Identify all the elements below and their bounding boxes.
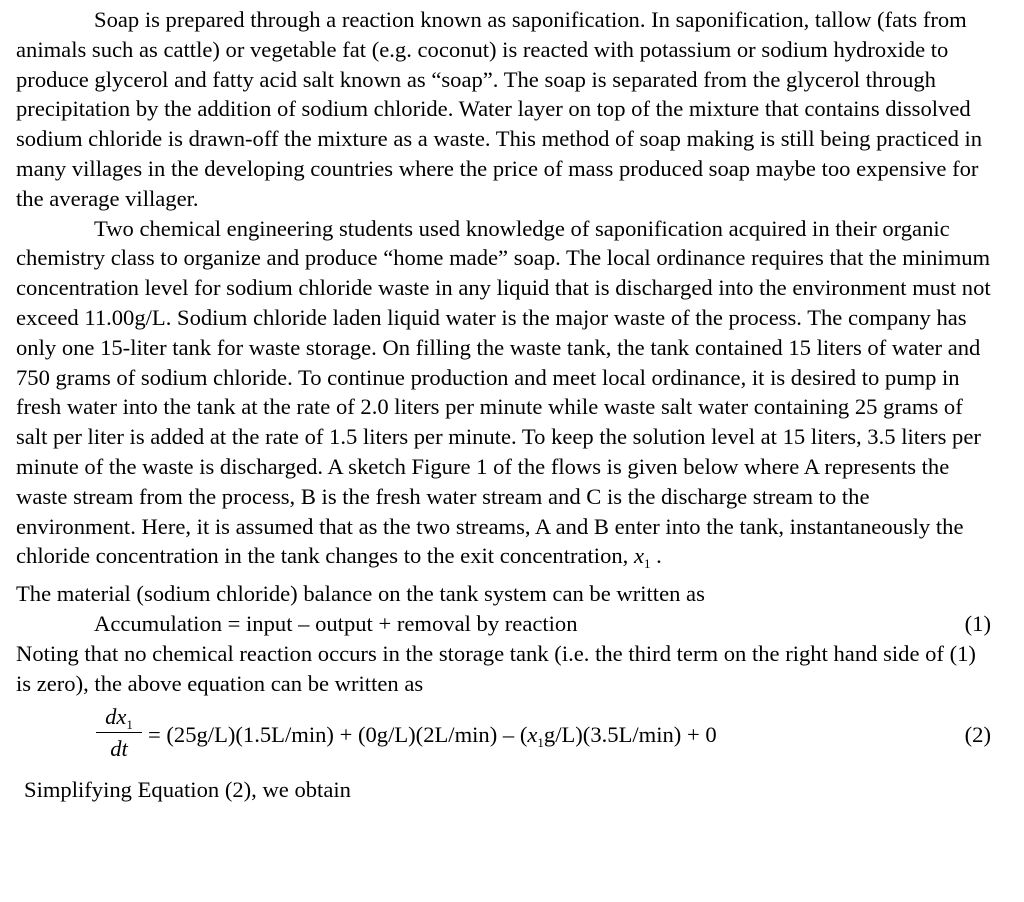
equation-2-number: (2) — [964, 721, 991, 747]
fraction-denominator: dt — [110, 735, 128, 761]
equation-1-number: (1) — [964, 610, 991, 636]
paragraph-students: Two chemical engineering students used knowledge of saponification acquired in their organic chemistry class to organize and produce “home made” soap. The local ordinance requires that the minimum concentration level for sodium chloride waste in any liquid that is discharged into the environment must not exceed 11.00g/L. Sodium chloride laden liquid water is the major waste of the process. The company has only one 15-liter tank for waste storage. On filling the waste tank, the tank contained 15 liters of water and 750 grams of sodium chloride. To continue production and meet local ordinance, it is desired to pump in fresh water into the tank at the rate of 2.0 liters per minute while waste salt water containing 25 grams of salt per liter is added at the rate of 1.5 liters per minute. To keep the solution level at 15 liters, 3.5 liters per minute of the waste is discharged. A sketch Figure 1 of the flows is given below where A represents the waste stream from the process, B is the fresh water stream and C is the discharge stream to the environment. Here, it is assumed that as the two streams, A and B enter into the tank, instantaneously the chloride concentration in the tank changes to the exit concentration, $x_1$ . — [16, 215, 991, 572]
paragraph-no-reaction: Noting that no chemical reaction occurs in the storage tank (i.e. the third term on the right hand side of (1) is zero), the above equation can be written as — [16, 640, 976, 696]
closing-sentence: Simplifying Equation (2), we obtain — [24, 776, 351, 802]
paragraph-saponification — [16, 5, 991, 214]
fraction-bar — [96, 732, 142, 733]
derivative-fraction — [96, 703, 142, 763]
fraction-numerator: $dx_1$ — [105, 703, 133, 732]
variable-x1: $x_1$ — [633, 543, 651, 572]
paragraph-2-text: Two chemical engineering students used knowledge of saponification acquired in their organic chemistry class to organize and produce “home made” soap. The local ordinance requires that the minimum concentration level for sodium chloride waste in any liquid that is discharged into the environment must not exceed 11.00g/L. Sodium chloride laden liquid water is the major waste of the process. The company has only one 15-liter tank for waste storage. On filling the waste tank, the tank contained 15 liters of water and 750 grams of sodium chloride. To continue production and meet local ordinance, it is desired to pump in fresh water into the tank at the rate of 2.0 liters per minute while waste salt water containing 25 grams of salt per liter is added at the rate of 1.5 liters per minute. To keep the solution level at 15 liters, 3.5 liters per minute of the waste is discharged. A sketch Figure 1 of the flows is given below where A represents the waste stream from the process, B is the fresh water stream and C is the discharge stream to the environment. Here, it is assumed that as the two streams, A and B enter into the tank, instantaneously the chloride concentration in the tank changes to the exit concentration, — [16, 215, 991, 569]
balance-intro: The material (sodium chloride) balance on the tank system can be written as — [16, 581, 705, 607]
equation-2 — [16, 703, 991, 769]
paragraph-1-text: Soap is prepared through a reaction known as saponification. In saponification, tallow (fats from animals such as cattle) or vegetable fat (e.g. coconut) is reacted with potassium or sodium hydroxide to produce glycerol and fatty acid salt known as “soap”. The soap is separated from the glycerol through precipitation by the addition of sodium chloride. Water layer on top of the mixture that contains dissolved sodium chloride is drawn-off the mixture as a waste. This method of soap making is still being practiced in many villages in the developing countries where the price of mass produced soap maybe too expensive for the average villager. — [16, 7, 983, 211]
equation-1-text: Accumulation = input – output + removal by reaction — [94, 610, 578, 636]
document-body — [16, 5, 991, 804]
equation-2-rhs: = $(25g/L)(1.5L/\min) + (0g/L)(2L/\min) - (x_1g/L)(3.5L/\min) + 0$ — [148, 721, 717, 750]
equation-1 — [16, 609, 991, 639]
